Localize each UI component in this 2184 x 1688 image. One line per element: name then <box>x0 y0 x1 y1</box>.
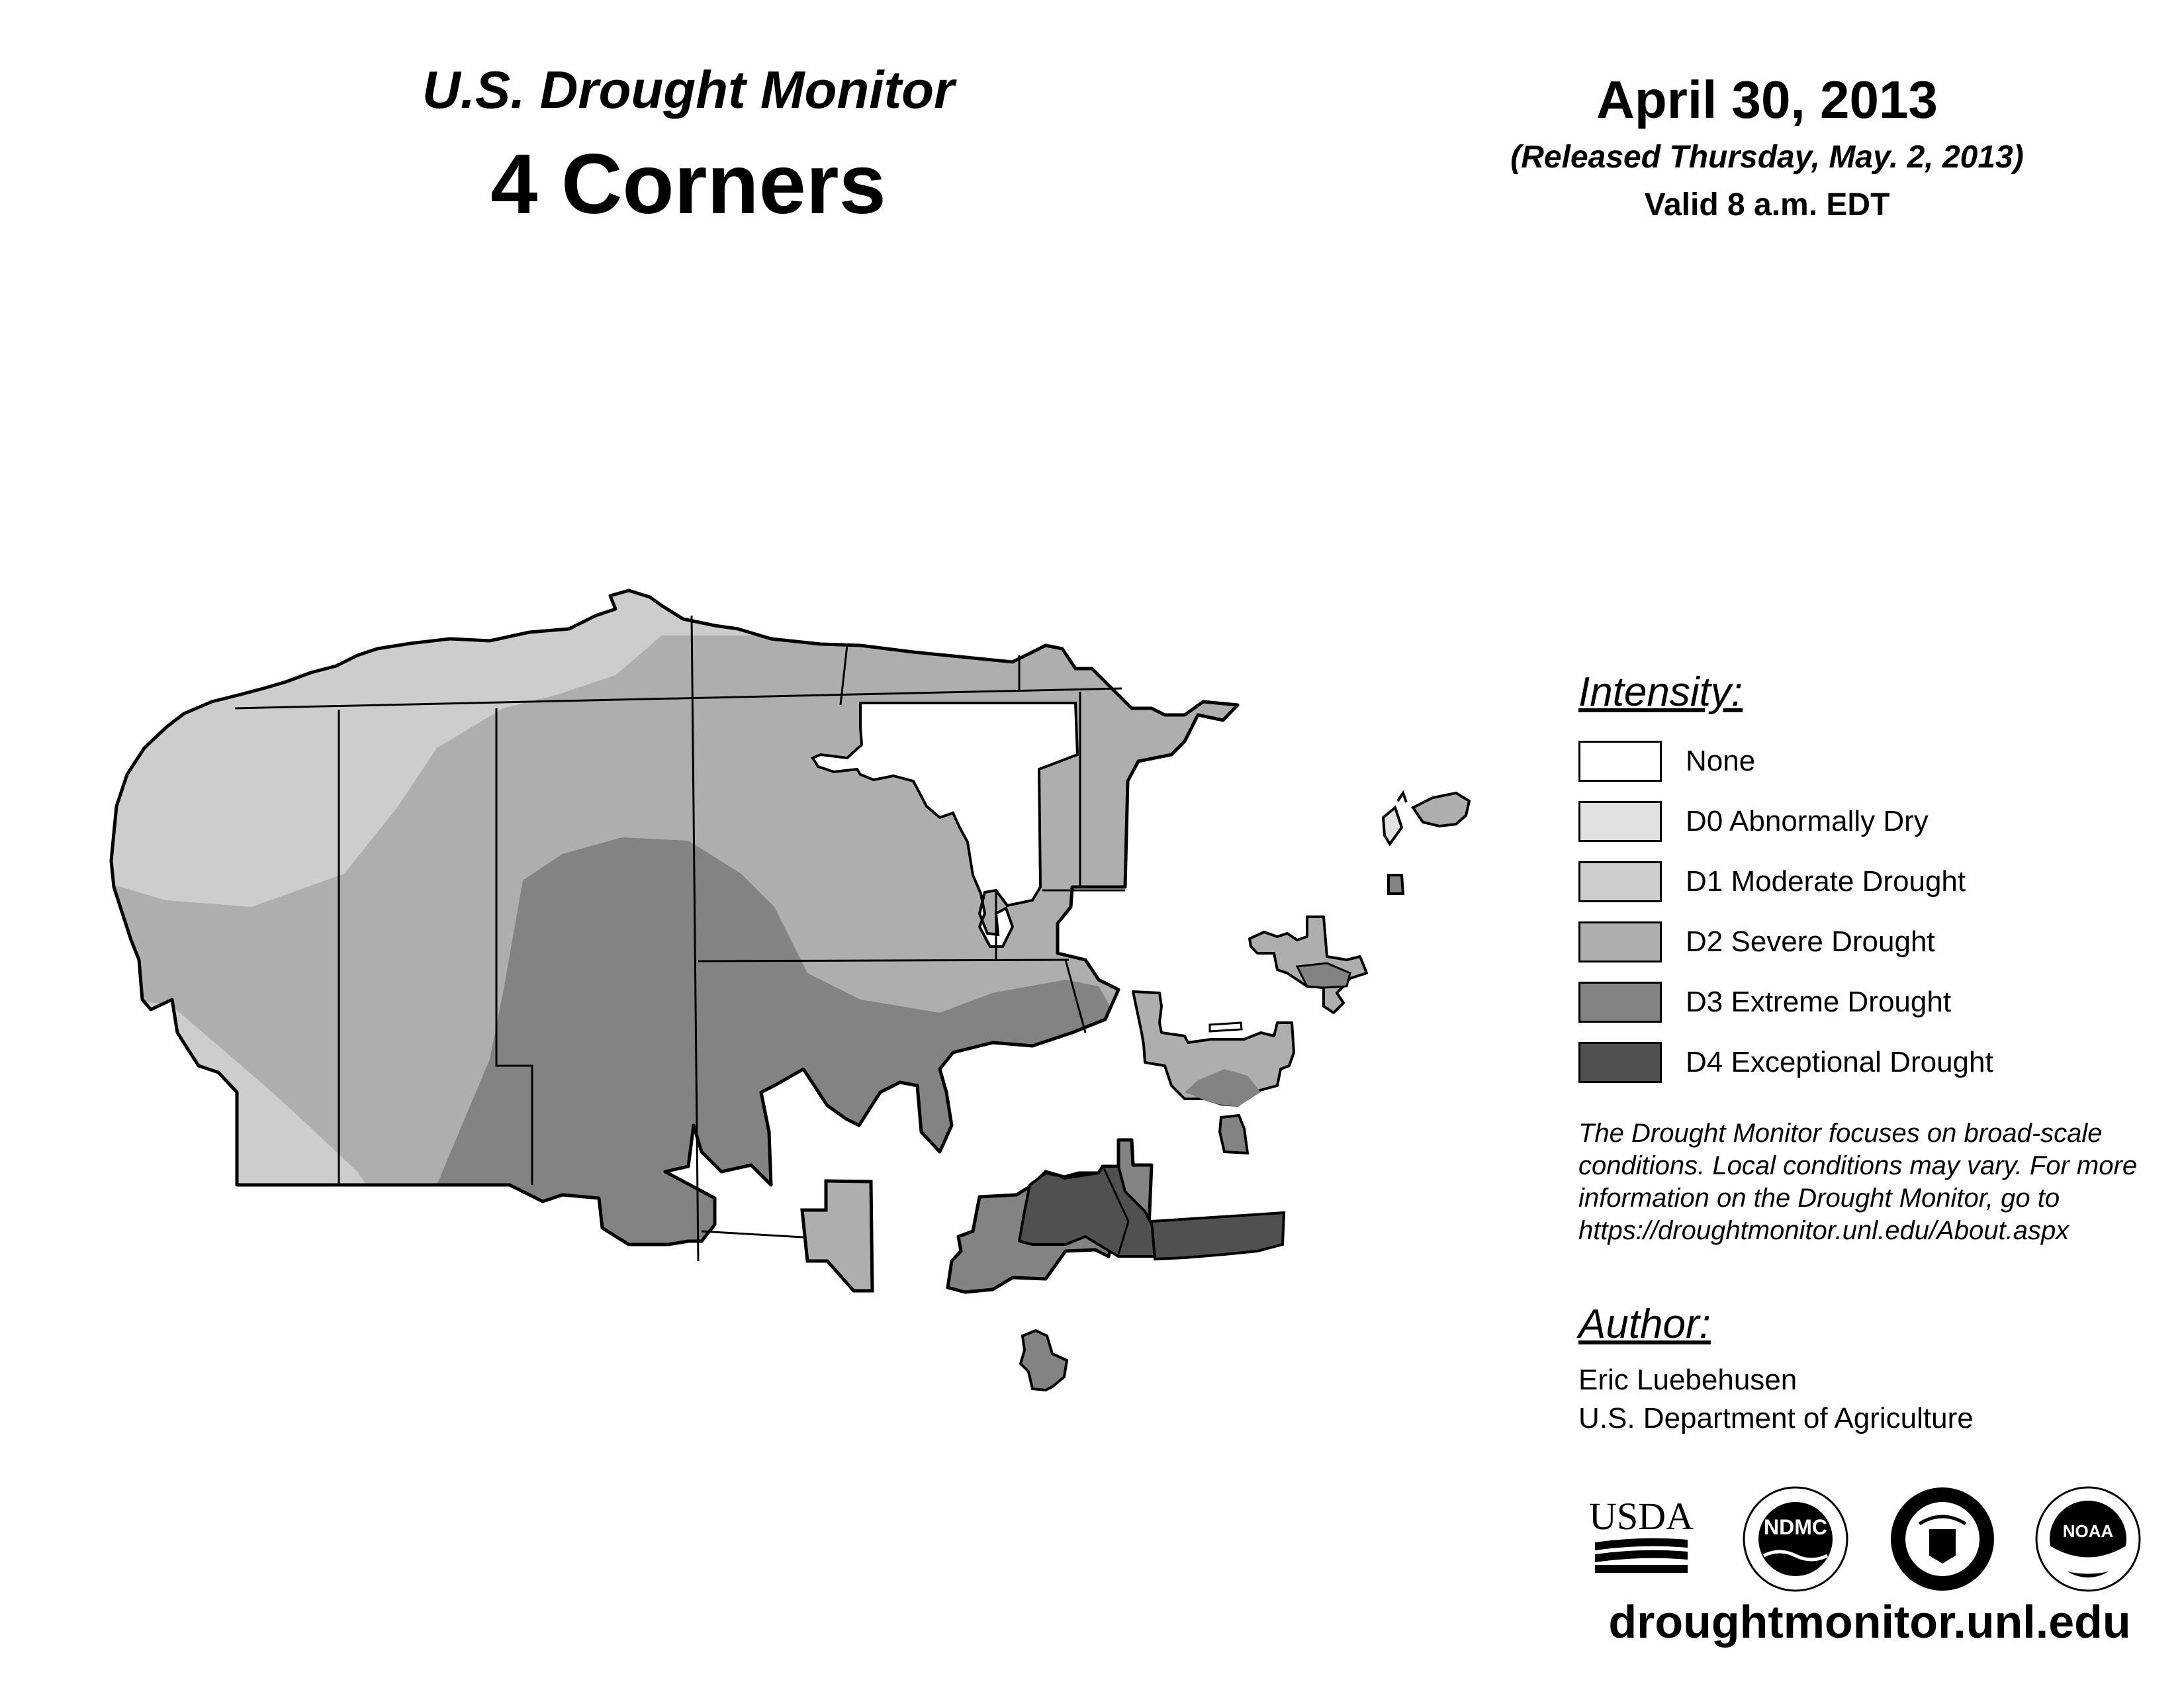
east-islet-small <box>1220 1115 1248 1153</box>
legend-swatch <box>1578 921 1662 962</box>
legend-swatch <box>1578 861 1662 902</box>
legend-item <box>1578 800 1929 843</box>
legend-item <box>1578 1041 1993 1084</box>
legend-swatch <box>1578 741 1662 782</box>
svg-text:USDA: USDA <box>1589 1495 1694 1538</box>
ndmc-logo <box>1744 1487 1847 1591</box>
legend-label: D2 Severe Drought <box>1686 925 1935 958</box>
noaa-logo <box>2036 1487 2140 1591</box>
author-heading: Author: <box>1578 1301 1711 1347</box>
northeast-islet-b <box>1388 875 1403 894</box>
legend-heading: Intensity: <box>1578 669 1743 715</box>
legend-label: D4 Exceptional Drought <box>1686 1046 1993 1078</box>
legend-item <box>1578 740 1755 782</box>
south-islet <box>1021 1331 1067 1390</box>
svg-text:NOAA: NOAA <box>2062 1521 2114 1541</box>
legend-label: D0 Abnormally Dry <box>1686 805 1929 837</box>
legend-label: D3 Extreme Drought <box>1686 986 1952 1018</box>
disclaimer-note: The Drought Monitor focuses on broad-scale conditions. Local conditions may vary. For more information on the Drought Monitor, go to https://droughtmonitor.unl.edu/About.aspx <box>1578 1119 2138 1245</box>
southeast-extension <box>1152 1213 1284 1259</box>
legend-item <box>1578 981 1951 1023</box>
usda-logo <box>1589 1495 1694 1573</box>
legend-item <box>1578 861 1966 903</box>
department-of-commerce-seal <box>1891 1487 1994 1591</box>
legend-swatch <box>1578 1042 1662 1083</box>
svg-text:NDMC: NDMC <box>1764 1515 1827 1539</box>
release-date: (Released Thursday, May. 2, 2013) <box>1510 140 2024 175</box>
website-link[interactable]: droughtmonitor.unl.edu <box>1608 1596 2131 1648</box>
northeast-islet-c <box>1413 793 1469 826</box>
legend-swatch <box>1578 801 1662 842</box>
legend-item <box>1578 921 1935 963</box>
region-title: 4 Corners <box>490 137 886 232</box>
agency-logos <box>1588 1483 2158 1595</box>
valid-time: Valid 8 a.m. EDT <box>1644 187 1890 222</box>
author-organization: U.S. Department of Agriculture <box>1578 1402 1974 1434</box>
drought-map <box>99 569 1502 1417</box>
south-block <box>802 1181 872 1291</box>
northeast-islet-d <box>1383 808 1402 844</box>
legend-label: D1 Moderate Drought <box>1686 865 1966 898</box>
monitor-title: U.S. Drought Monitor <box>422 60 955 119</box>
author-name: Eric Luebehusen <box>1578 1364 1797 1396</box>
map-date: April 30, 2013 <box>1596 70 1938 129</box>
legend-label: None <box>1686 745 1756 777</box>
legend-swatch <box>1578 982 1662 1023</box>
